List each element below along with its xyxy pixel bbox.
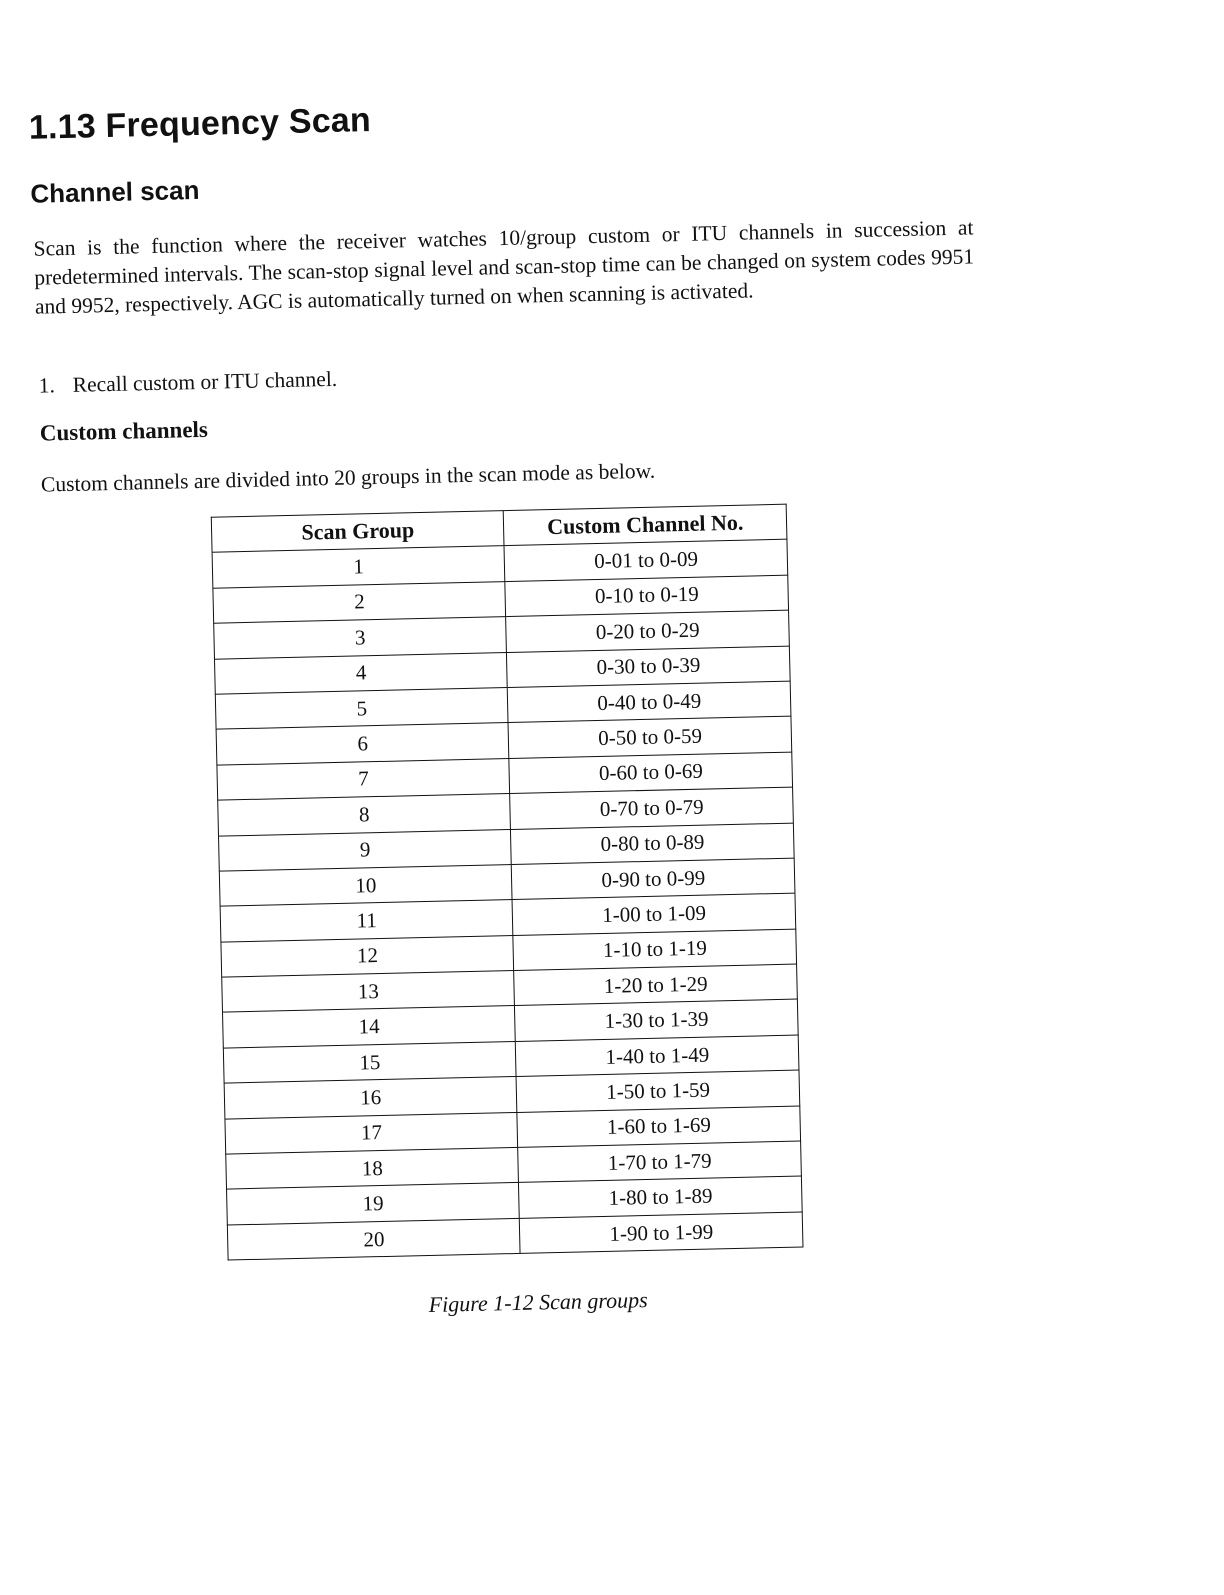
channel-range-cell: 0-01 to 0-09 — [504, 540, 787, 582]
channel-range-cell: 1-10 to 1-19 — [513, 929, 796, 971]
channel-range-cell: 0-40 to 0-49 — [508, 681, 791, 723]
channel-range-cell: 1-60 to 1-69 — [517, 1106, 800, 1148]
channel-range-cell: 0-90 to 0-99 — [512, 858, 795, 900]
scan-group-cell: 20 — [227, 1218, 520, 1260]
scan-group-cell: 11 — [220, 900, 513, 942]
channel-range-cell: 1-90 to 1-99 — [520, 1212, 803, 1254]
channel-range-cell: 1-80 to 1-89 — [519, 1176, 802, 1218]
scan-group-cell: 10 — [219, 864, 512, 906]
channel-range-cell: 1-40 to 1-49 — [516, 1035, 799, 1077]
scan-group-cell: 15 — [223, 1041, 516, 1083]
scan-group-cell: 7 — [217, 758, 510, 800]
scan-group-cell: 17 — [225, 1112, 518, 1154]
channel-range-cell: 1-30 to 1-39 — [515, 1000, 798, 1042]
channel-range-cell: 1-70 to 1-79 — [518, 1141, 801, 1183]
scan-group-cell: 9 — [219, 829, 512, 871]
step-number: 1. — [38, 373, 56, 398]
channel-range-cell: 0-20 to 0-29 — [506, 610, 789, 652]
scan-group-cell: 19 — [227, 1183, 520, 1225]
scan-group-cell: 1 — [212, 546, 505, 588]
custom-channels-heading: Custom channels — [39, 416, 209, 446]
step-item — [38, 367, 337, 399]
scan-group-cell: 4 — [214, 652, 507, 694]
channel-range-cell: 0-10 to 0-19 — [505, 575, 788, 617]
header-scan-group: Scan Group — [211, 511, 504, 553]
body-paragraph: Scan is the function where the receiver watches 10/group custom or ITU channels in succession at predetermined intervals. The scan-stop signal level and scan-stop time can be changed on system codes 9951 and 9952, respectively. AGC is automatically turned on when scanning is activated. — [33, 215, 975, 319]
scan-group-cell: 2 — [213, 581, 506, 623]
channel-range-cell: 0-70 to 0-79 — [510, 787, 793, 829]
channel-range-cell: 0-30 to 0-39 — [507, 646, 790, 688]
scan-group-cell: 13 — [222, 971, 515, 1013]
scan-group-cell: 18 — [226, 1147, 519, 1189]
header-custom-channel-no: Custom Channel No. — [504, 504, 787, 546]
scan-group-cell: 14 — [223, 1006, 516, 1048]
channel-range-cell: 0-60 to 0-69 — [509, 752, 792, 794]
custom-channels-intro: Custom channels are divided into 20 groups in the scan mode as below. — [40, 458, 656, 497]
table-body — [212, 540, 803, 1261]
channel-range-cell: 1-20 to 1-29 — [514, 964, 797, 1006]
section-title: 1.13 Frequency Scan — [28, 101, 372, 147]
channel-range-cell: 1-00 to 1-09 — [512, 893, 795, 935]
scan-group-cell: 8 — [218, 794, 511, 836]
subsection-title: Channel scan — [30, 174, 200, 209]
scan-group-cell: 12 — [221, 935, 514, 977]
scan-groups-table — [211, 504, 804, 1261]
scan-group-cell: 3 — [214, 617, 507, 659]
scan-group-cell: 6 — [216, 723, 509, 765]
scan-group-cell: 5 — [215, 688, 508, 730]
channel-range-cell: 1-50 to 1-59 — [517, 1070, 800, 1112]
step-text: Recall custom or ITU channel. — [72, 366, 338, 397]
scan-group-cell: 16 — [224, 1077, 517, 1119]
channel-range-cell: 0-50 to 0-59 — [508, 716, 791, 758]
figure-caption: Figure 1-12 Scan groups — [428, 1287, 648, 1317]
channel-range-cell: 0-80 to 0-89 — [511, 823, 794, 865]
